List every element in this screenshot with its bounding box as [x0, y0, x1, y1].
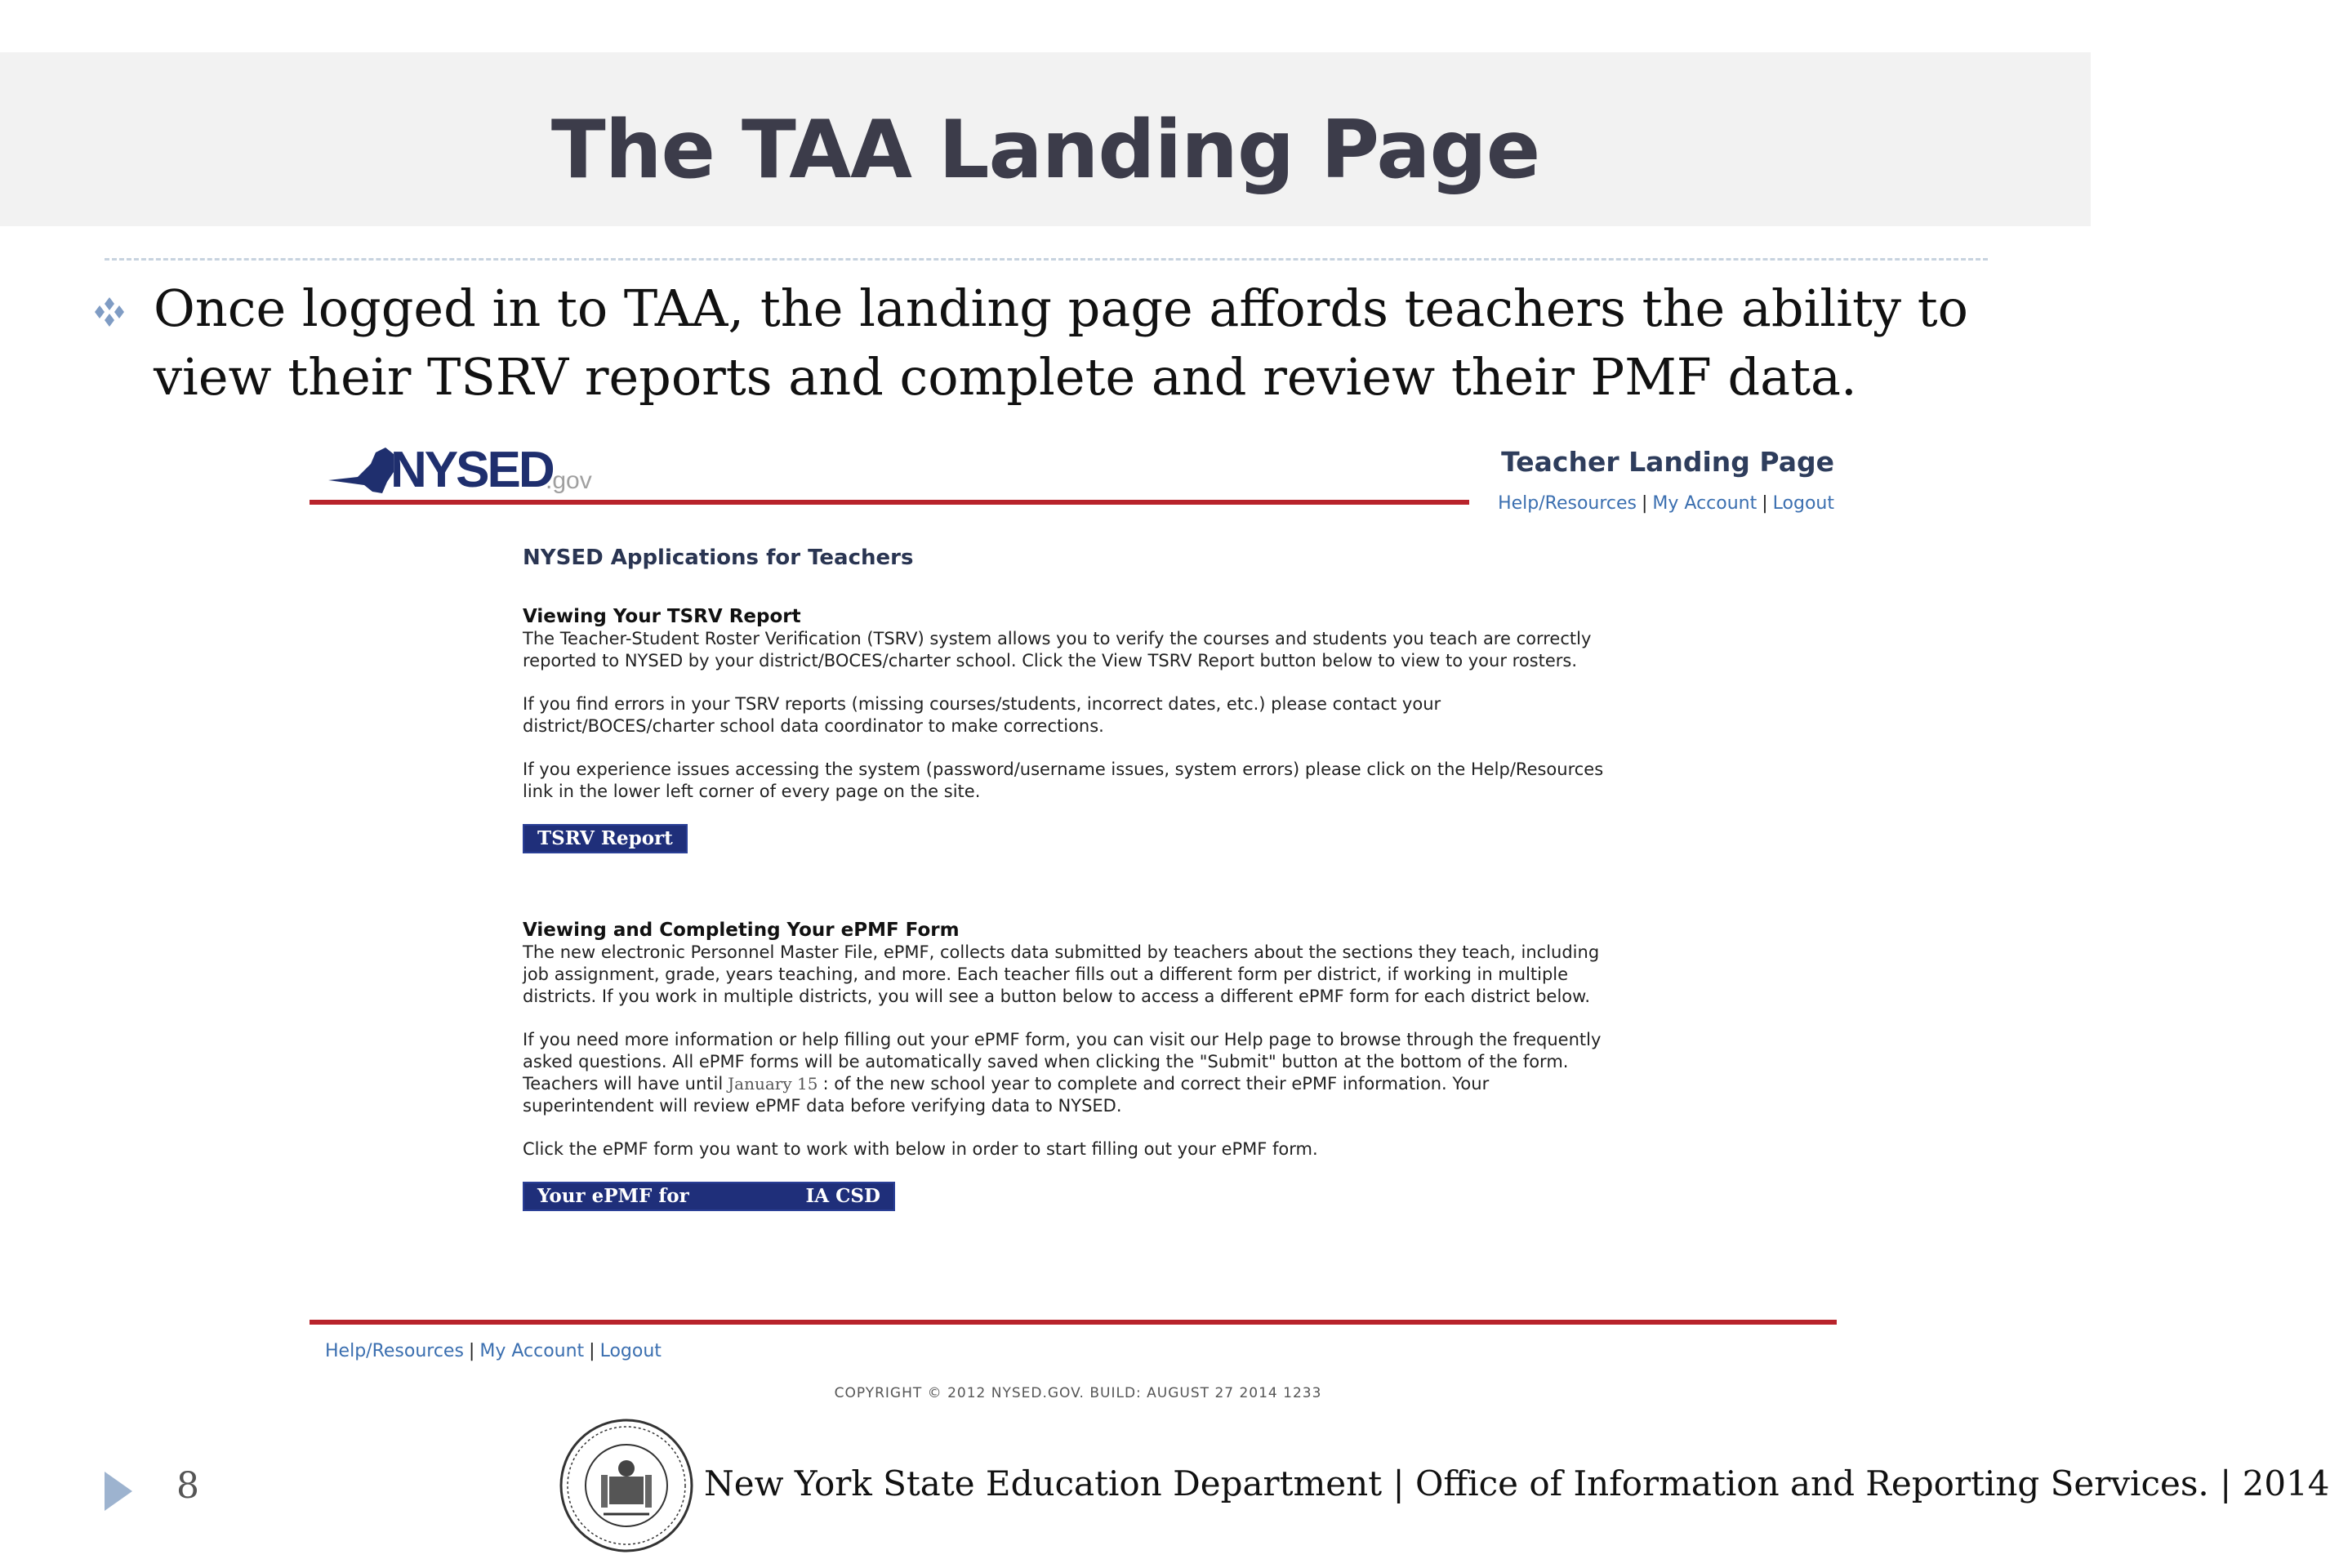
page-title: Teacher Landing Page: [1501, 446, 1834, 478]
copyright: COPYRIGHT © 2012 NYSED.GOV. BUILD: AUGUST 27 2014 1233: [834, 1385, 1322, 1401]
epmf-heading: Viewing and Completing Your ePMF Form: [523, 920, 960, 941]
epmf-button-district: IA CSD: [805, 1185, 880, 1207]
top-nav-links: Help/Resources | My Account | Logout: [1498, 493, 1834, 514]
teacher-landing-screenshot: [302, 433, 1854, 1413]
top-red-rule: [310, 500, 1469, 505]
bullet-text: Once logged in to TAA, the landing page affords teachers the ability to view their TSRV reports and complete and review their PMF data.: [154, 278, 1968, 407]
tsrv-para-1: The Teacher-Student Roster Verification (TSRV) system allows you to verify the courses and students you teach are correctly reported to NYSED by your district/BOCES/charter school. Click the View TSRV Report button below to view to your rosters.: [523, 629, 1592, 670]
tsrv-para-3: If you experience issues accessing the system (password/username issues, system errors) please click on the Help/Resources link in the lower left corner of every page on the site.: [523, 760, 1604, 801]
tsrv-report-button[interactable]: TSRV Report: [523, 824, 688, 853]
epmf-para-2: [523, 1029, 1617, 1117]
apps-heading: NYSED Applications for Teachers: [523, 546, 914, 570]
epmf-button-label: Your ePMF for: [537, 1185, 689, 1207]
state-seal-icon: [559, 1418, 694, 1553]
my-account-link-bottom[interactable]: My Account: [479, 1341, 585, 1361]
epmf-form-button[interactable]: [523, 1182, 895, 1211]
epmf-para-3: Click the ePMF form you want to work with below in order to start filling out your ePMF form.: [523, 1139, 1318, 1159]
play-triangle-icon: [103, 1470, 134, 1512]
logout-link[interactable]: Logout: [1772, 493, 1834, 514]
epmf-para-2-start: If you need more information or help filling out your ePMF form, you can visit our Help page to browse through the frequently asked questions. All ePMF forms will be automatically saved when clicking the "Submit" button at the bottom of the form. Teachers will have until: [523, 1030, 1602, 1094]
slide-title: The TAA Landing Page: [550, 104, 1540, 197]
page-number: 8: [176, 1465, 199, 1507]
diamond-bullet-icon: [91, 294, 127, 330]
main-content: [523, 547, 1617, 1217]
help-resources-link-bottom[interactable]: Help/Resources: [325, 1341, 464, 1361]
title-divider: [105, 258, 1988, 261]
deadline-date: January 15: [728, 1074, 818, 1094]
bottom-red-rule: [310, 1320, 1837, 1325]
epmf-para-1: The new electronic Personnel Master File, ePMF, collects data submitted by teachers about the sections they teach, including job assignment, grade, years teaching, and more. Each teacher fills out a different form per district, if working in multiple districts. If you work in multiple districts, you will see a button below to access a different ePMF form for each district below.: [523, 942, 1600, 1006]
bottom-nav-links: Help/Resources | My Account | Logout: [325, 1341, 662, 1361]
footer-text: New York State Education Department | Office of Information and Reporting Services. | 2014: [704, 1463, 2330, 1503]
epmf-para-2-end: : of the new school year to complete and correct their ePMF information. Your superintendent will review ePMF data before verifying data to NYSED.: [523, 1074, 1490, 1116]
logo-suffix: .gov: [546, 467, 592, 494]
logout-link-bottom[interactable]: Logout: [599, 1341, 662, 1361]
help-resources-link[interactable]: Help/Resources: [1498, 493, 1637, 514]
tsrv-para-2: If you find errors in your TSRV reports (missing courses/students, incorrect dates, etc.) please contact your district/BOCES/charter school data coordinator to make corrections.: [523, 694, 1441, 736]
logo-main: NYSED: [390, 442, 553, 498]
my-account-link[interactable]: My Account: [1652, 493, 1758, 514]
tsrv-heading: Viewing Your TSRV Report: [523, 606, 801, 627]
